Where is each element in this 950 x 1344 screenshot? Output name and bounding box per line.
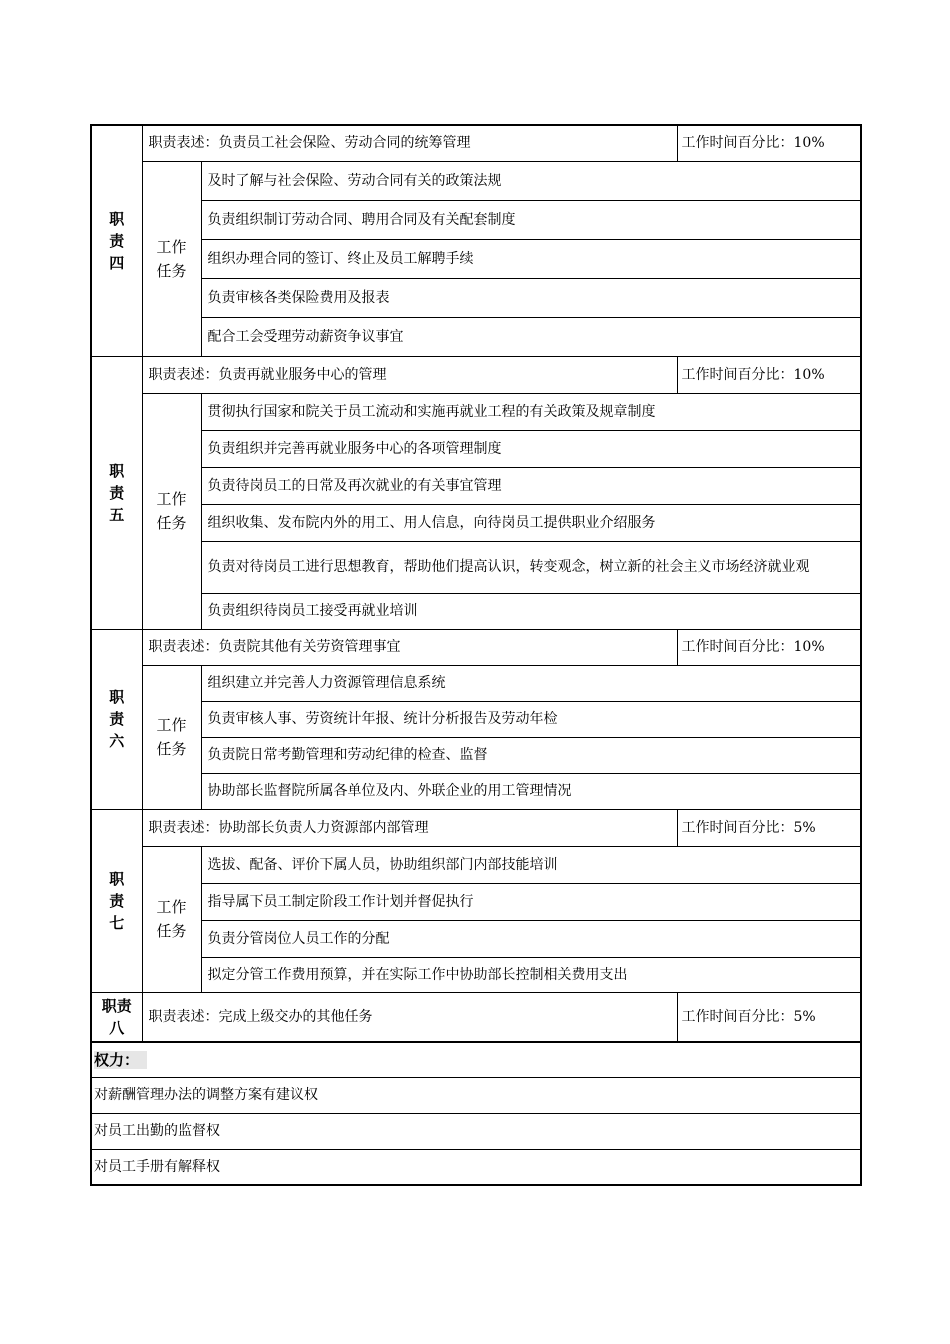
duty-4-label: 职 责 四 — [91, 125, 142, 356]
table-row — [91, 200, 861, 239]
duty-6-task: 协助部长监督院所属各单位及内、外联企业的用工管理情况 — [201, 773, 861, 809]
duty-7-task: 选拔、配备、评价下属人员，协助组织部门内部技能培训 — [201, 846, 861, 883]
power-item: 对薪酬管理办法的调整方案有建议权 — [91, 1077, 861, 1113]
table-row — [91, 430, 861, 467]
table-row — [91, 317, 861, 356]
duty-5-task: 组织收集、发布院内外的用工、用人信息，向待岗员工提供职业介绍服务 — [201, 504, 861, 541]
table-row — [91, 278, 861, 317]
duty-5-task: 负责对待岗员工进行思想教育，帮助他们提高认识，转变观念，树立新的社会主义市场经济就业观 — [201, 541, 861, 593]
duty-6-task: 负责审核人事、劳资统计年报、统计分析报告及劳动年检 — [201, 701, 861, 737]
duty-7-time-percent: 工作时间百分比：5% — [677, 809, 861, 846]
duty-4-task: 负责审核各类保险费用及报表 — [201, 278, 861, 317]
table-row — [91, 161, 861, 200]
power-item: 对员工手册有解释权 — [91, 1149, 861, 1185]
duty-4-task: 及时了解与社会保险、劳动合同有关的政策法规 — [201, 161, 861, 200]
duty-table — [90, 124, 862, 1186]
duty-8-description: 职责表述：完成上级交办的其他任务 — [142, 992, 677, 1042]
duty-6-work-label: 工作 任务 — [142, 665, 201, 809]
duty-4-task: 负责组织制订劳动合同、聘用合同及有关配套制度 — [201, 200, 861, 239]
table-row — [91, 1077, 861, 1113]
duty-7-label: 职 责 七 — [91, 809, 142, 992]
duty-4-time-percent: 工作时间百分比：10% — [677, 125, 861, 161]
duty-4-task: 配合工会受理劳动薪资争议事宜 — [201, 317, 861, 356]
table-row — [91, 593, 861, 629]
table-row — [91, 957, 861, 992]
table-row — [91, 467, 861, 504]
table-row — [91, 883, 861, 920]
duty-5-time-percent: 工作时间百分比：10% — [677, 356, 861, 393]
table-row — [91, 1149, 861, 1185]
duty-7-task: 拟定分管工作费用预算，并在实际工作中协助部长控制相关费用支出 — [201, 957, 861, 992]
duty-5-task: 负责待岗员工的日常及再次就业的有关事宜管理 — [201, 467, 861, 504]
duty-8-desc-row — [91, 992, 861, 1042]
power-heading: 权力： — [91, 1042, 861, 1077]
duty-7-description: 职责表述：协助部长负责人力资源部内部管理 — [142, 809, 677, 846]
table-row — [91, 701, 861, 737]
duty-5-work-label: 工作 任务 — [142, 393, 201, 629]
power-item: 对员工出勤的监督权 — [91, 1113, 861, 1149]
table-row — [91, 773, 861, 809]
table-row — [91, 920, 861, 957]
duty-5-desc-row — [91, 356, 861, 393]
duty-table-sheet — [90, 124, 860, 1186]
duty-5-task: 贯彻执行国家和院关于员工流动和实施再就业工程的有关政策及规章制度 — [201, 393, 861, 430]
table-row — [91, 541, 861, 593]
table-row — [91, 239, 861, 278]
power-heading-row — [91, 1042, 861, 1077]
duty-5-description: 职责表述：负责再就业服务中心的管理 — [142, 356, 677, 393]
duty-4-desc-row — [91, 125, 861, 161]
duty-4-description: 职责表述：负责员工社会保险、劳动合同的统筹管理 — [142, 125, 677, 161]
table-row — [91, 737, 861, 773]
duty-5-label: 职 责 五 — [91, 356, 142, 629]
duty-8-time-percent: 工作时间百分比：5% — [677, 992, 861, 1042]
table-row — [91, 393, 861, 430]
duty-6-label: 职 责 六 — [91, 629, 142, 809]
duty-7-desc-row — [91, 809, 861, 846]
duty-6-task: 组织建立并完善人力资源管理信息系统 — [201, 665, 861, 701]
duty-4-work-label: 工作 任务 — [142, 161, 201, 356]
table-row — [91, 846, 861, 883]
duty-5-task: 负责组织待岗员工接受再就业培训 — [201, 593, 861, 629]
duty-6-time-percent: 工作时间百分比：10% — [677, 629, 861, 665]
duty-6-description: 职责表述：负责院其他有关劳资管理事宜 — [142, 629, 677, 665]
duty-6-desc-row — [91, 629, 861, 665]
duty-7-task: 负责分管岗位人员工作的分配 — [201, 920, 861, 957]
duty-7-task: 指导属下员工制定阶段工作计划并督促执行 — [201, 883, 861, 920]
duty-7-work-label: 工作 任务 — [142, 846, 201, 992]
duty-4-task: 组织办理合同的签订、终止及员工解聘手续 — [201, 239, 861, 278]
table-row — [91, 665, 861, 701]
duty-8-label: 职责 八 — [91, 992, 142, 1042]
table-row — [91, 1113, 861, 1149]
duty-5-task: 负责组织并完善再就业服务中心的各项管理制度 — [201, 430, 861, 467]
duty-6-task: 负责院日常考勤管理和劳动纪律的检查、监督 — [201, 737, 861, 773]
table-row — [91, 504, 861, 541]
